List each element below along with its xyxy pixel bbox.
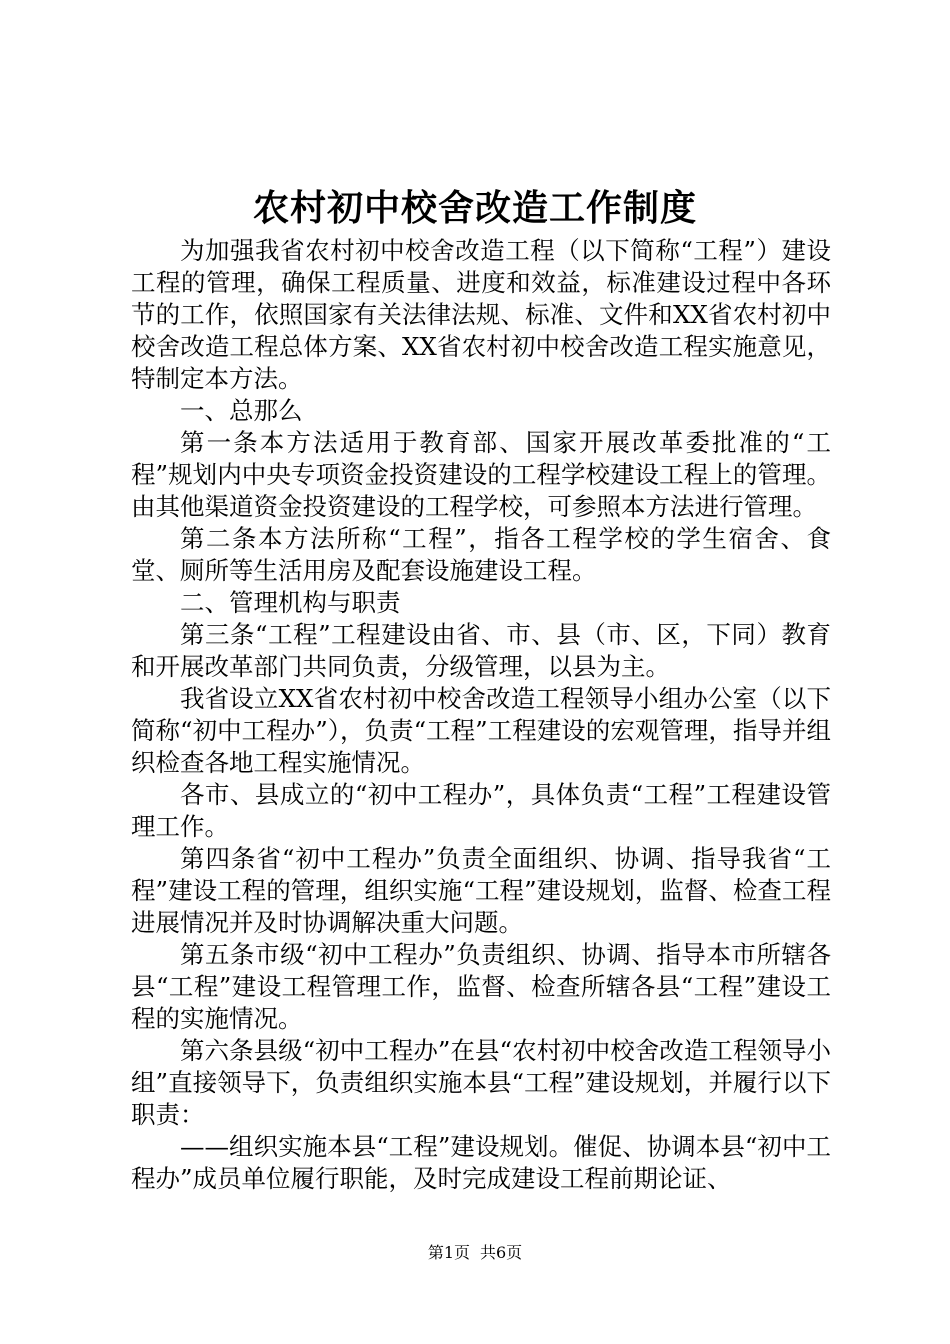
article-6: 第六条县级“初中工程办”在县“农村初中校舍改造工程领导小组”直接领导下，负责组织实施本县“工程”建设规划，并履行以下职责： [131, 1036, 831, 1129]
document-body [131, 235, 831, 1195]
page-number: 第1页 [427, 1243, 470, 1262]
paragraph-intro: 为加强我省农村初中校舍改造工程（以下简称“工程”）建设工程的管理，确保工程质量、进度和效益，标准建设过程中各环节的工作，依照国家有关法律法规、标准、文件和XX省农村初中校舍改造工程总体方案、XX省农村初中校舍改造工程实施意见，特制定本方法。 [131, 236, 831, 393]
article-3: 第三条“工程”工程建设由省、市、县（市、区，下同）教育和开展改革部门共同负责，分级管理，以县为主。 [131, 620, 831, 681]
article-2: 第二条本方法所称“工程”，指各工程学校的学生宿舍、食堂、厕所等生活用房及配套设施建设工程。 [131, 524, 831, 585]
paragraph-provincial-office: 我省设立XX省农村初中校舍改造工程领导小组办公室（以下简称“初中工程办”），负责“工程”工程建设的宏观管理，指导并组织检查各地工程实施情况。 [131, 684, 831, 777]
article-4: 第四条省“初中工程办”负责全面组织、协调、指导我省“工程”建设工程的管理，组织实施“工程”建设规划，监督、检查工程进展情况并及时协调解决重大问题。 [131, 844, 831, 937]
page-footer [0, 1241, 950, 1265]
page-total: 共6页 [480, 1243, 523, 1262]
article-5: 第五条市级“初中工程办”负责组织、协调、指导本市所辖各县“工程”建设工程管理工作，监督、检查所辖各县“工程”建设工程的实施情况。 [131, 940, 831, 1033]
duty-item: ——组织实施本县“工程”建设规划。催促、协调本县“初中工程办”成员单位履行职能，及时完成建设工程前期论证、 [131, 1132, 831, 1193]
section-heading-general: 一、总那么 [180, 396, 303, 425]
section-heading-management: 二、管理机构与职责 [180, 588, 401, 617]
document-title: 农村初中校舍改造工作制度 [252, 187, 697, 229]
article-1: 第一条本方法适用于教育部、国家开展改革委批准的“工程”规划内中央专项资金投资建设的工程学校建设工程上的管理。由其他渠道资金投资建设的工程学校，可参照本方法进行管理。 [131, 428, 831, 521]
paragraph-local-offices: 各市、县成立的“初中工程办”，具体负责“工程”工程建设管理工作。 [131, 780, 831, 841]
